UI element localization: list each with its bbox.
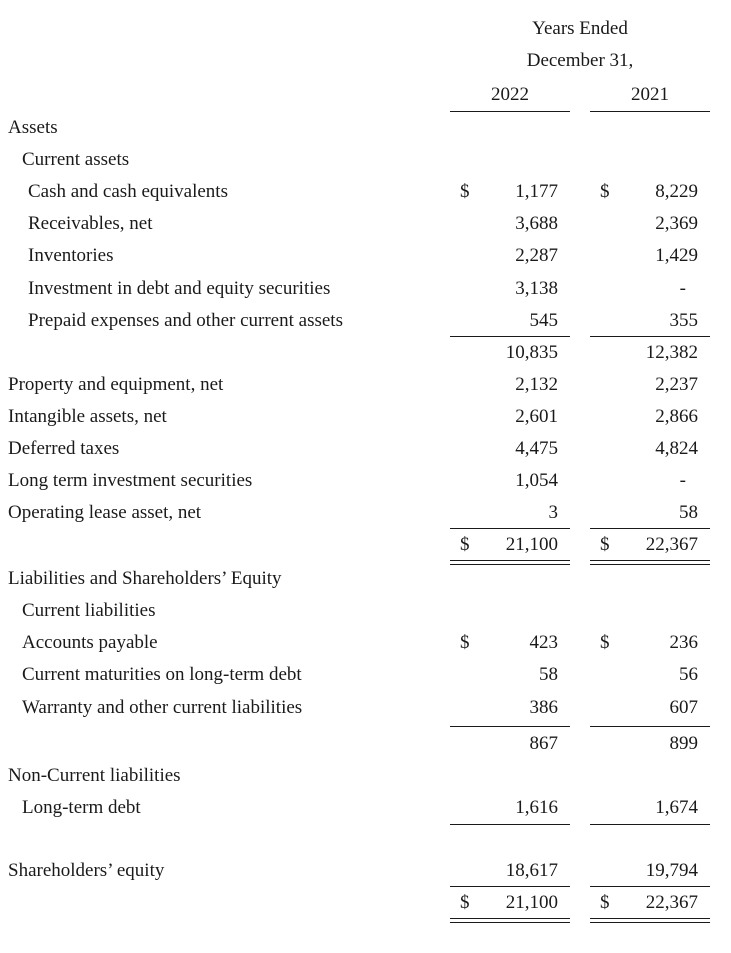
header-underline-2021 [590, 111, 710, 112]
value-2022: 58 [539, 664, 558, 685]
row-label: Inventories [28, 245, 114, 266]
value-2022: 2,287 [515, 245, 558, 266]
total-liabilities-equity-2021: 22,367 [645, 892, 698, 913]
row-label: Warranty and other current liabilities [22, 697, 303, 718]
total-double-underline [450, 918, 570, 923]
currency-sign: $ [460, 181, 470, 202]
total-double-underline [590, 560, 710, 565]
row-label: Investment in debt and equity securities [28, 278, 331, 299]
header-col-2021: 2021 [631, 84, 669, 105]
value-2022: 3,138 [515, 278, 558, 299]
value-2022: 386 [529, 697, 558, 718]
row-label: Deferred taxes [8, 438, 120, 459]
value-2021: 1,429 [655, 245, 698, 266]
total-assets-2021: 22,367 [645, 534, 698, 555]
subtotal-underline [450, 886, 570, 887]
header-col-2022: 2022 [491, 84, 529, 105]
current-liabilities-total-2021: 899 [669, 733, 698, 754]
value-2021: 607 [669, 697, 698, 718]
total-assets-2022: 21,100 [505, 534, 558, 555]
current-liabilities-total-2022: 867 [529, 733, 558, 754]
currency-sign: $ [460, 632, 470, 653]
value-2022: 4,475 [515, 438, 558, 459]
total-double-underline [450, 560, 570, 565]
assets-title: Assets [8, 117, 58, 138]
subtotal-underline [450, 336, 570, 337]
subtotal-underline [590, 824, 710, 825]
value-2021: 2,369 [655, 213, 698, 234]
liabilities-title: Liabilities and Shareholders’ Equity [8, 568, 282, 589]
value-2021: 4,824 [655, 438, 698, 459]
row-label: Operating lease asset, net [8, 502, 202, 523]
noncurrent-liabilities-title: Non-Current liabilities [8, 765, 181, 786]
value-2022: 1,177 [515, 181, 558, 202]
value-2021: - [679, 470, 686, 491]
currency-sign: $ [600, 892, 610, 913]
current-assets-total-2022: 10,835 [505, 342, 558, 363]
subtotal-underline [590, 726, 710, 727]
value-2021: 8,229 [655, 181, 698, 202]
value-2021: 56 [679, 664, 698, 685]
value-2022: 423 [529, 632, 558, 653]
row-label: Receivables, net [28, 213, 153, 234]
value-2021: - [679, 278, 686, 299]
currency-sign: $ [460, 892, 470, 913]
value-2021: 236 [669, 632, 698, 653]
value-2022: 2,601 [515, 406, 558, 427]
current-assets-total-2021: 12,382 [645, 342, 698, 363]
value-2021: 2,866 [655, 406, 698, 427]
currency-sign: $ [600, 632, 610, 653]
value-2021: 58 [679, 502, 698, 523]
row-label: Cash and cash equivalents [28, 181, 228, 202]
subtotal-underline [450, 824, 570, 825]
row-label: Accounts payable [22, 632, 158, 653]
value-2022: 2,132 [515, 374, 558, 395]
equity-2022: 18,617 [505, 860, 558, 881]
currency-sign: $ [460, 534, 470, 555]
row-label: Property and equipment, net [8, 374, 224, 395]
value-2022: 545 [529, 310, 558, 331]
current-assets-title: Current assets [22, 149, 130, 170]
header-date: December 31, [526, 50, 634, 71]
equity-label: Shareholders’ equity [8, 860, 165, 881]
row-label: Prepaid expenses and other current assets [28, 310, 343, 331]
value-2022: 1,054 [515, 470, 558, 491]
currency-sign: $ [600, 181, 610, 202]
current-liabilities-title: Current liabilities [22, 600, 156, 621]
subtotal-underline [590, 886, 710, 887]
row-label: Intangible assets, net [8, 406, 167, 427]
header-underline-2022 [450, 111, 570, 112]
value-2022: 3,688 [515, 213, 558, 234]
row-label: Long term investment securities [8, 470, 253, 491]
long-term-debt-2022: 1,616 [515, 797, 558, 818]
subtotal-underline [450, 726, 570, 727]
subtotal-underline [590, 528, 710, 529]
subtotal-underline [450, 528, 570, 529]
row-label: Current maturities on long-term debt [22, 664, 302, 685]
long-term-debt-label: Long-term debt [22, 797, 141, 818]
currency-sign: $ [600, 534, 610, 555]
subtotal-underline [590, 336, 710, 337]
value-2021: 2,237 [655, 374, 698, 395]
total-liabilities-equity-2022: 21,100 [505, 892, 558, 913]
equity-2021: 19,794 [645, 860, 698, 881]
value-2021: 355 [669, 310, 698, 331]
value-2022: 3 [548, 502, 558, 523]
header-years-ended: Years Ended [532, 18, 628, 39]
total-double-underline [590, 918, 710, 923]
long-term-debt-2021: 1,674 [655, 797, 698, 818]
